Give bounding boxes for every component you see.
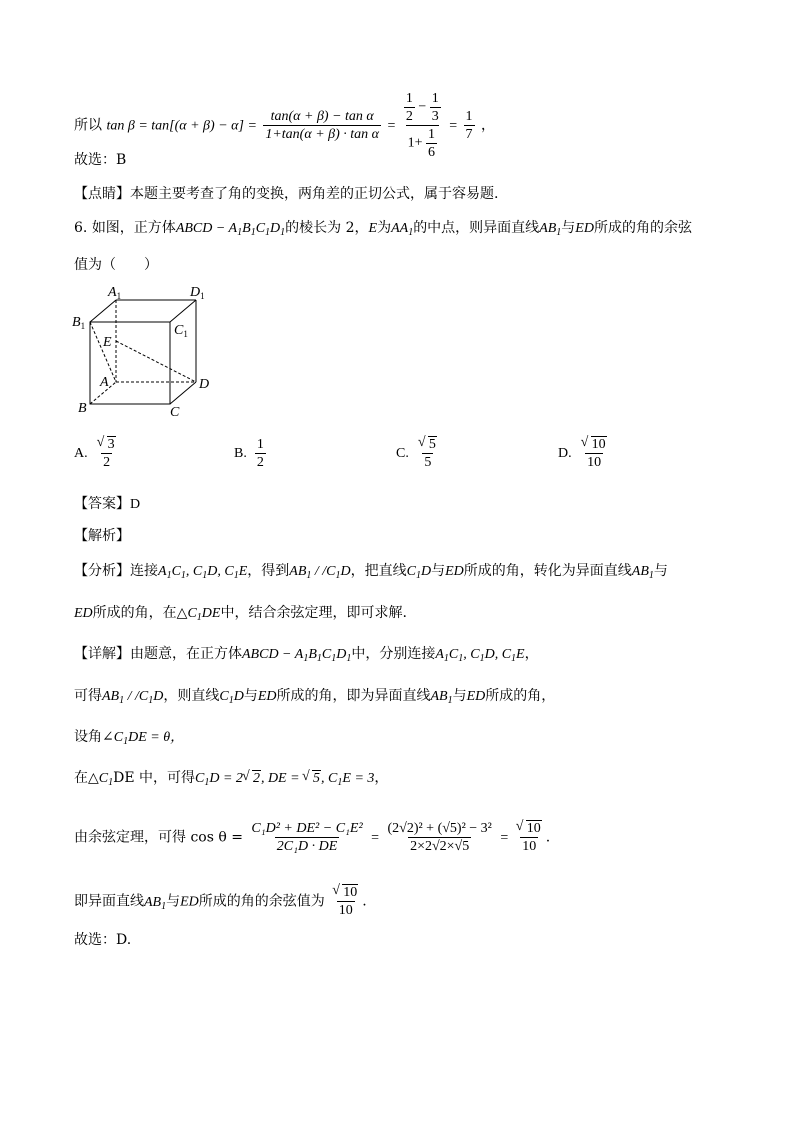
ji-ab1: $AB_1$ [144,894,167,912]
fenxi-text-5: 所成的角，转化为异面直线 [463,563,632,579]
fenxi-tag: 【分析】 [74,563,130,579]
xj-segs: $A_1C_1$, $C_1D$, $C_1E$ [435,647,525,664]
kede-text-2: ，则直线 [163,688,220,704]
fenxi-segs: $A_1C_1$, $C_1D$, $C_1E$ [158,564,248,581]
fenxi-text-l2b: 中，结合余弦定理，即可求解. [220,605,407,621]
q6-line2-text: 值为（ ） [74,257,158,273]
xj-cube: ABCD − $A_1B_1C_1D_1$ [242,647,352,664]
option-a-label: A. [74,445,88,461]
option-b-label: B. [234,445,247,461]
final-choice-line [74,930,131,950]
equals-sign: = [387,118,396,134]
ji-text-3: 所成的角的余弦值为 [198,893,325,910]
final-choice-text: 故选：D. [74,932,132,948]
q6-text-e: 与 [561,220,576,236]
shejiao-text-b: DE = θ， [128,730,185,745]
cos-den-2: 2×2√2×√5 [410,839,470,854]
option-a-den: 2 [103,455,111,470]
option-d-rad: 10 [591,437,606,452]
kede-line [74,686,555,711]
text-prefix: 所以 [74,117,102,134]
shejiao-text: 设角∠ [74,729,114,745]
half-num: 1 [405,91,413,106]
option-c [396,436,441,471]
result-fraction [464,108,475,143]
shejiao-c1: $C_1$ [113,730,129,747]
dianjing-tag: 【点睛】 [74,186,130,202]
option-b-num: 1 [256,437,264,452]
cube-name: ABCD − $A_1B_1C_1D_1$ [175,221,286,238]
ji-text-2: 与 [166,893,181,910]
choice-line-b [74,150,126,170]
kede-ed: ED [257,689,277,704]
kede-text-4: 所成的角，即为异面直线 [276,688,431,704]
q6-text-a: 如图，正方体 [91,220,176,236]
fraction-numerator: tan(α + β) − tan α [270,109,374,124]
result-num: 1 [465,109,473,124]
half-den: 2 [405,109,413,124]
fenxi-c1d: $C_1D$ [406,564,432,581]
kede-ab1: $AB_1$ [430,689,453,706]
ji-result-rad: 10 [343,885,358,900]
fenxi-text-1: 连接 [130,563,158,579]
q6-text-b: 的棱长为 2， [285,220,369,236]
label-c: C [170,405,180,420]
option-d-den: 10 [587,455,602,470]
label-b1: $B_1$ [72,315,86,331]
option-d-value [580,436,609,471]
zai-text-2: DE 中，可得 [113,770,196,786]
fenxi-line1 [74,561,668,586]
fenxi-parallel: $AB_1 / /C_1D$ [289,564,351,581]
cos-result [515,820,544,855]
zai-line [74,768,388,793]
question-6-line1 [74,218,692,243]
fraction-numeric-top [402,90,443,125]
fraction-main [263,108,381,143]
kede-text-5: 与 [452,688,467,704]
fenxi-text-4: 与 [431,563,446,579]
yuxian-line: 由余弦定理，可得 cos θ = $\frac{\text{C₁D² + DE² − C₁E²}}{\text{2C₁D · DE}}$ = $\frac{\text{(2√2)² + (√5)² − 3²}}{2\times 2√2\times√5}$ = √ $\frac{10}{10}$ . [74,820,550,855]
edge-cd [170,382,196,404]
edge-b1a1 [90,300,116,322]
q6-text-c: 为 [377,220,392,236]
label-a: A [100,375,109,390]
xiangjie-line [74,644,539,669]
equals-sign-2: = [449,118,458,134]
sixth-num: 1 [427,127,435,142]
option-a [74,436,120,471]
q6-text-f: 所成的角的余弦 [593,220,692,236]
segment-ed [116,341,196,382]
segment-b1a [90,322,116,382]
sixth-den: 6 [427,145,435,160]
option-c-den: 5 [424,455,432,470]
xj-text-1: 由题意，在正方体 [130,646,242,662]
third-num: 1 [431,91,439,106]
ji-ed: ED [180,894,199,910]
option-d [558,436,611,471]
cos-fraction-1 [249,820,364,855]
zai-text-3: ， [374,770,389,786]
kede-text-3: 与 [243,688,258,704]
ji-result-den: 10 [338,903,353,918]
xj-text-3: ， [524,646,539,662]
shejiao-line [74,727,184,752]
kede-text-6: 所成的角， [485,688,556,704]
fenxi-ed: ED [445,564,464,579]
xj-text-2: 中，分别连接 [351,646,436,662]
fenxi-triangle: $C_1DE$ [187,606,221,623]
fraction-denominator: 1+tan(α + β) · tan α [265,127,380,142]
line-ed: ED [575,221,594,236]
yuxian-text: 由余弦定理，可得 cos θ = [74,829,243,846]
line-ab1: $AB_1$ [539,221,562,238]
cos-result-den: 10 [522,839,537,854]
kede-ed2: ED [466,689,486,704]
jiexi-line [74,526,130,546]
q6-text-d: 的中点，则异面直线 [413,220,540,236]
kede-parallel: $AB_1 / /C_1D$ [102,689,164,706]
cos-num-2: (2√2)² + (√5)² − 3² [387,821,492,836]
cube-figure [70,282,230,422]
option-a-value [96,436,118,471]
answer-value: D [130,497,141,512]
jiexi-tag: 【解析】 [74,528,130,544]
zai-c1: $C_1$ [98,771,114,788]
fenxi-ed2: ED [74,606,93,621]
edge-c1d1 [170,300,196,322]
dianjing-text: 本题主要考查了角的变换，两角差的正切公式，属于容易题. [130,186,499,202]
ji-text-1: 即异面直线 [74,893,144,910]
zai-text-1: 在△ [74,770,99,786]
option-a-rad: 3 [107,437,115,452]
cos-den-1: 2C₁D · DE [276,839,338,854]
option-c-label: C. [396,445,409,461]
point-e: E [368,221,378,236]
fraction-numeric-bottom [406,125,439,161]
question-6-line2 [74,255,158,275]
one-plus: 1+ [407,135,423,151]
third-den: 3 [431,109,439,124]
answer-line [74,494,140,515]
option-b-value [255,436,266,471]
fenxi-text-l2a: 所成的角，在△ [92,605,188,621]
xiangjie-tag: 【详解】 [74,646,130,662]
choice-text: 故选：B [74,152,127,168]
option-c-value [417,436,439,471]
label-b: B [78,401,87,416]
fenxi-text-6: 与 [653,563,668,579]
option-d-label: D. [558,445,572,461]
result-den: 7 [465,127,473,142]
comma: ， [481,117,495,134]
kede-c1d: $C_1D$ [219,689,244,706]
segment-aa1: $AA_1$ [391,221,414,238]
ji-line: 即异面直线$AB_1$与ED所成的角的余弦值为 √ $\frac{10}{10}$ . [74,884,367,919]
label-e: E [103,335,112,350]
option-c-rad: 5 [428,437,436,452]
fenxi-text-3: ，把直线 [350,563,407,579]
ji-result [331,884,360,919]
label-d1: $D_1$ [190,285,205,301]
option-b-den: 2 [256,455,264,470]
cos-fraction-2 [385,820,493,855]
label-a1: $A_1$ [108,285,122,301]
fenxi-text-2: ，得到 [247,563,290,579]
question-number: 6. [74,220,88,236]
answer-tag: 【答案】 [74,496,130,512]
tan-beta-expr: tan β = tan[(α + β) − α] = [106,118,257,134]
label-d: D [199,377,210,392]
fraction-numeric [402,90,443,161]
cos-result-rad: 10 [526,821,541,836]
fenxi-line2 [74,603,407,628]
fenxi-ab1: $AB_1$ [631,564,654,581]
label-c1: $C_1$ [174,323,188,339]
dianjing-line [74,184,498,204]
zai-values: $C_1D = 2√$ 2, DE = √ 5, $C_1E = 3$ [195,771,374,786]
cos-num-1: C₁D² + DE² − C₁E² [251,821,363,836]
minus-sign: − [418,99,427,115]
kede-text-1: 可得 [74,688,102,704]
option-b [234,436,268,471]
tan-beta-formula [74,90,495,161]
